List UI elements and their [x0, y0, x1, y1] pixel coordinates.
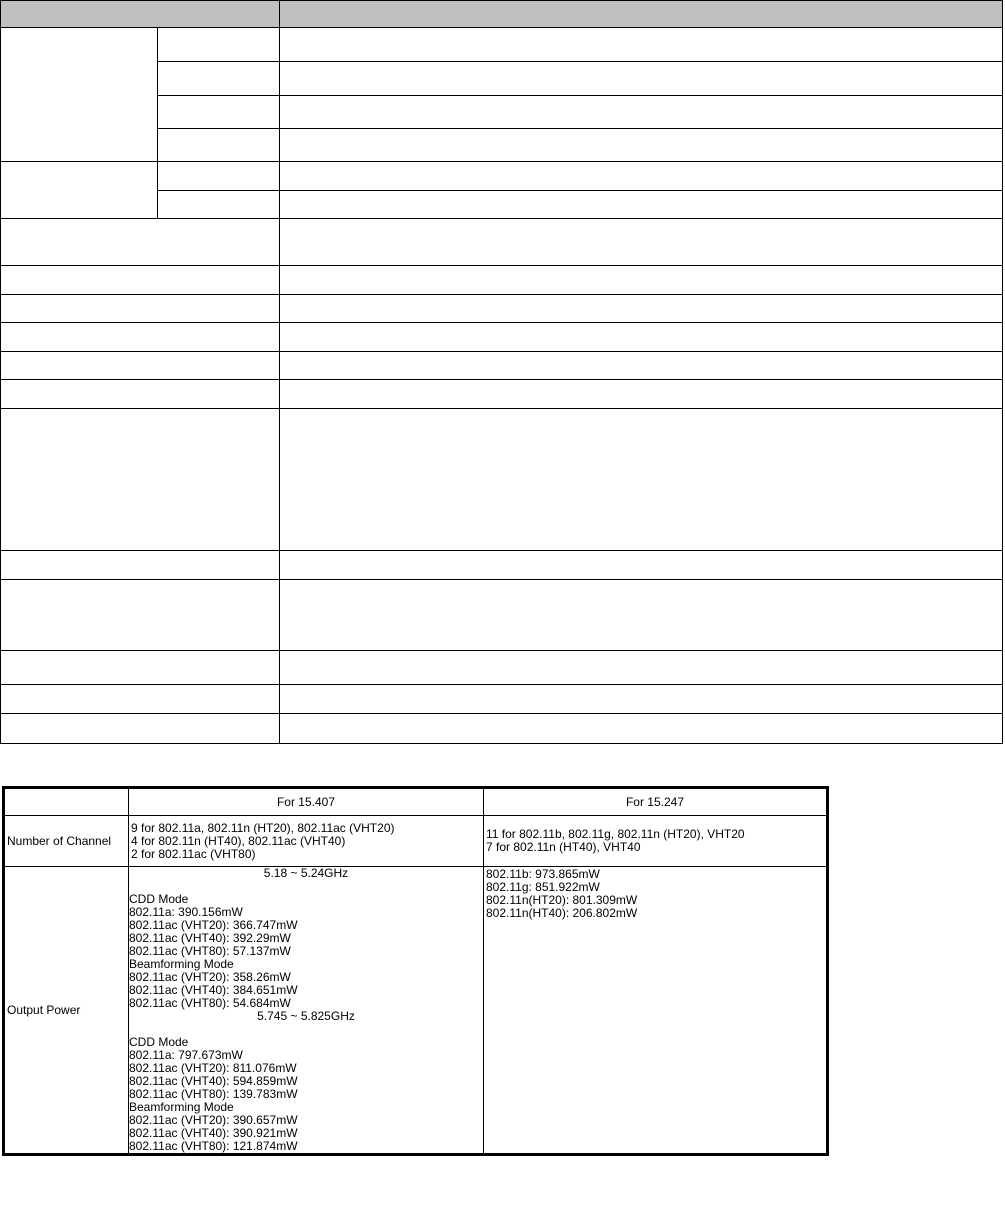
spec-cell — [280, 191, 1003, 219]
spec-cell — [280, 380, 1003, 409]
channel-15247-cell — [484, 816, 828, 867]
channel-15407-line: 4 for 802.11n (HT40), 802.11ac (VHT40) — [131, 833, 346, 848]
band1-title: 5.18 ~ 5.24GHz — [263, 866, 349, 880]
spec-row — [1, 219, 1003, 266]
spec-cell — [158, 96, 280, 129]
spec-cell — [1, 380, 280, 409]
spec-cell — [1, 323, 280, 352]
spec-cell — [1, 219, 280, 266]
band1-line: 802.11ac (VHT40): 384.651mW — [129, 983, 298, 997]
band1-line: 802.11ac (VHT80): 54.684mW — [129, 996, 291, 1010]
band1-line: 802.11ac (VHT40): 392.29mW — [129, 931, 291, 945]
power-header-empty — [4, 788, 129, 816]
spec-row — [1, 551, 1003, 580]
spec-cell — [1, 352, 280, 380]
spec-cell — [280, 580, 1003, 651]
spec-cell — [280, 266, 1003, 295]
spec-cell — [280, 219, 1003, 266]
output-power-15247-cell — [484, 867, 828, 1155]
power-15247-line: 802.11n(HT20): 801.309mW — [486, 893, 638, 907]
output-power-row — [4, 867, 828, 1155]
spec-cell — [280, 409, 1003, 551]
power-15247-line: 802.11g: 851.922mW — [486, 880, 600, 894]
band2-title: 5.745 ~ 5.825GHz — [257, 1009, 355, 1023]
band2-line: 802.11ac (VHT40): 594.859mW — [129, 1074, 298, 1088]
number-of-channel-row — [4, 816, 828, 867]
channel-15247-line: 11 for 802.11b, 802.11g, 802.11n (HT20), VHT20 — [486, 827, 745, 841]
spec-row — [1, 162, 1003, 191]
spec-header-row — [1, 1, 1003, 28]
spec-row — [1, 714, 1003, 744]
channel-15247-line: 7 for 802.11n (HT40), VHT40 — [486, 840, 641, 854]
spec-row — [1, 295, 1003, 323]
band2-line: CDD Mode — [129, 1035, 189, 1049]
channel-15407-line: 2 for 802.11ac (VHT80) — [131, 846, 256, 861]
spec-cell — [1, 409, 280, 551]
spec-cell — [158, 191, 280, 219]
spec-cell — [280, 295, 1003, 323]
output-power-label: Output Power — [4, 867, 129, 1155]
power-15247-line: 802.11b: 973.865mW — [486, 867, 600, 881]
band2-line: 802.11ac (VHT20): 811.076mW — [129, 1061, 297, 1075]
spec-row — [1, 266, 1003, 295]
band1-values — [129, 893, 483, 1010]
spec-row — [1, 580, 1003, 651]
spec-cell — [280, 96, 1003, 129]
spec-cell — [1, 295, 280, 323]
band2-line: 802.11ac (VHT80): 139.783mW — [129, 1087, 298, 1101]
number-of-channel-label: Number of Channel — [4, 816, 129, 867]
spec-cell — [280, 352, 1003, 380]
spec-cell — [158, 28, 280, 62]
spec-cell — [1, 651, 280, 685]
band2-values — [129, 1036, 483, 1153]
spec-cell — [1, 266, 280, 295]
band1-line: 802.11ac (VHT80): 57.137mW — [129, 944, 291, 958]
spec-cell — [1, 551, 280, 580]
spec-cell — [1, 714, 280, 744]
spec-cell — [280, 551, 1003, 580]
power-header-row — [4, 788, 828, 816]
channel-15407-cell — [129, 816, 484, 867]
spec-cell — [280, 28, 1003, 62]
band2-line: 802.11a: 797.673mW — [129, 1048, 243, 1062]
band2-line: 802.11ac (VHT20): 390.657mW — [129, 1113, 298, 1127]
header-for-15407: For 15.407 — [129, 788, 484, 816]
spec-cell — [158, 162, 280, 191]
header-for-15247: For 15.247 — [484, 788, 828, 816]
spec-cell — [1, 580, 280, 651]
band2-line: 802.11ac (VHT40): 390.921mW — [129, 1126, 298, 1140]
spec-cell — [158, 62, 280, 96]
spec-cell — [280, 714, 1003, 744]
output-power-15407-cell — [129, 867, 484, 1155]
spec-cell — [280, 129, 1003, 162]
band1-line: 802.11a: 390.156mW — [129, 905, 243, 919]
power-15247-line: 802.11n(HT40): 206.802mW — [486, 906, 638, 920]
spec-cell — [280, 62, 1003, 96]
band2-line: 802.11ac (VHT80): 121.874mW — [129, 1139, 298, 1153]
band1-line: CDD Mode — [129, 892, 189, 906]
output-power-15407-nested — [129, 867, 483, 1153]
spec-header-cell — [280, 1, 1003, 28]
spec-cell — [280, 651, 1003, 685]
spec-group-cell — [1, 28, 158, 162]
spec-row — [1, 352, 1003, 380]
spec-cell — [158, 129, 280, 162]
band2-line: Beamforming Mode — [129, 1100, 234, 1114]
spec-row — [1, 28, 1003, 62]
spec-row — [1, 380, 1003, 409]
band1-line: 802.11ac (VHT20): 366.747mW — [129, 918, 298, 932]
band1-line: 802.11ac (VHT20): 358.26mW — [129, 970, 291, 984]
spec-cell — [280, 162, 1003, 191]
spec-group-cell — [1, 162, 158, 219]
spec-row — [1, 323, 1003, 352]
spec-row — [1, 685, 1003, 714]
spec-header-cell — [1, 1, 280, 28]
spec-cell — [280, 323, 1003, 352]
spec-row — [1, 409, 1003, 551]
spec-cell — [280, 685, 1003, 714]
spec-cell — [1, 685, 280, 714]
channel-15407-line: 9 for 802.11a, 802.11n (HT20), 802.11ac (VHT20) — [131, 820, 395, 835]
band1-line: Beamforming Mode — [129, 957, 234, 971]
spec-row — [1, 651, 1003, 685]
power-table — [2, 786, 829, 1156]
